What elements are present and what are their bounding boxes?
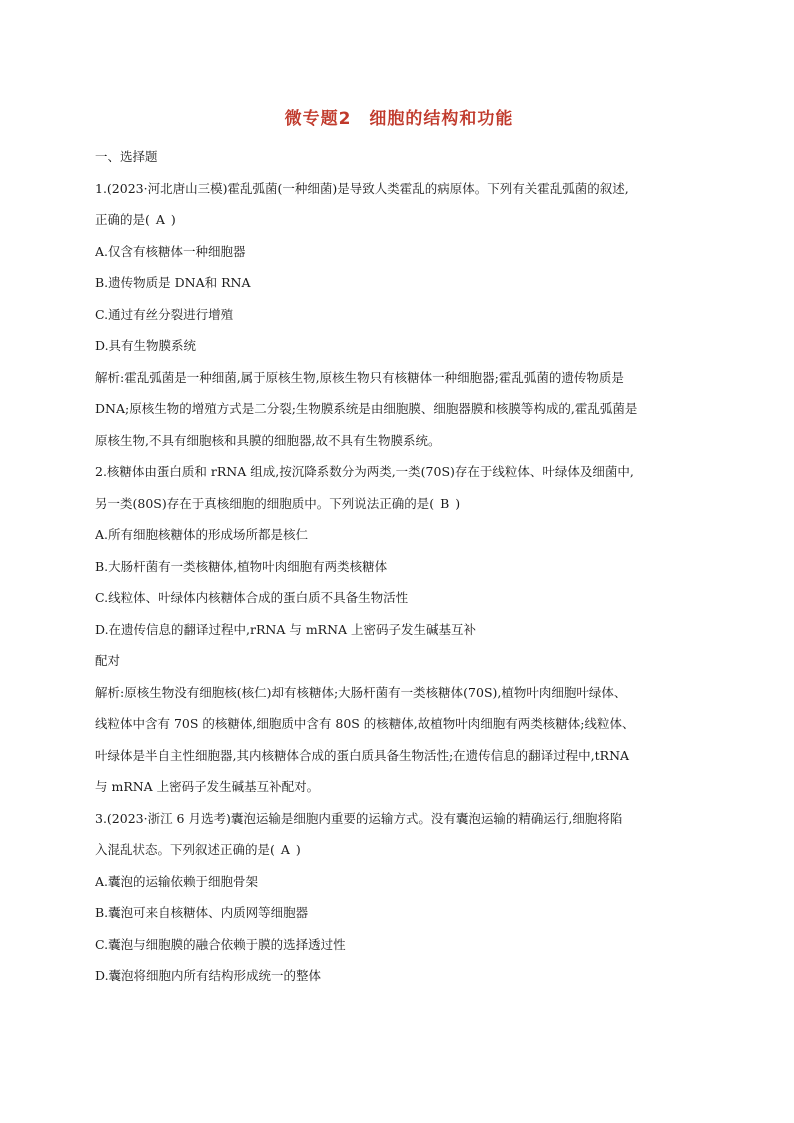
option-a: A.所有细胞核糖体的形成场所都是核仁 [95,527,309,542]
option-b: B.囊泡可来自核糖体、内质网等细胞器 [95,905,309,920]
analysis-line: 线粒体中含有 70S 的核糖体,细胞质中含有 80S 的核糖体,故植物叶肉细胞有两类核糖体;线粒体、 [95,716,635,731]
option-b: B.大肠杆菌有一类核糖体,植物叶肉细胞有两类核糖体 [95,558,388,574]
option-b: B.遗传物质是 DNA和 RNA [95,275,251,290]
option-d: D.具有生物膜系统 [95,338,197,353]
analysis-line: 叶绿体是半自主性细胞器,其内核糖体合成的蛋白质具备生物活性;在遗传信息的翻译过程中,tRNA [95,747,630,763]
analysis-line: DNA;原核生物的增殖方式是二分裂;生物膜系统是由细胞膜、细胞器膜和核膜等构成的,霍乱弧菌是 [95,401,638,416]
option-c: C.囊泡与细胞膜的融合依赖于膜的选择透过性 [95,936,346,952]
document-page [95,104,703,992]
question-stem: 2.核糖体由蛋白质和 rRNA 组成,按沉降系数分为两类,一类(70S)存在于线粒体、叶绿体及细菌中, [95,464,634,479]
question-stem-end: 正确的是( A ) [95,212,176,227]
question-stem-end: 入混乱状态。下列叙述正确的是( A ) [95,842,301,857]
question-stem-end: 另一类(80S)存在于真核细胞的细胞质中。下列说法正确的是( B ) [95,495,461,511]
option-d: D.囊泡将细胞内所有结构形成统一的整体 [95,968,322,983]
option-c: C.线粒体、叶绿体内核糖体合成的蛋白质不具备生物活性 [95,590,409,605]
question-3 [95,803,703,992]
question-stem: 3.(2023·浙江 6 月选考)囊泡运输是细胞内重要的运输方式。没有囊泡运输的精确运行,细胞将陷 [95,810,623,826]
question-stem: 1.(2023·河北唐山三模)霍乱弧菌(一种细菌)是导致人类霍乱的病原体。下列有关霍乱弧菌的叙述, [95,180,629,196]
answer-letter: A [155,212,165,227]
analysis-line: 解析:原核生物没有细胞核(核仁)却有核糖体;大肠杆菌有一类核糖体(70S),植物叶肉细胞叶绿体、 [95,684,627,700]
question-2 [95,456,703,803]
option-d: D.在遗传信息的翻译过程中,rRNA 与 mRNA 上密码子发生碱基互补 [95,621,477,637]
analysis-line: 原核生物,不具有细胞核和具膜的细胞器,故不具有生物膜系统。 [95,432,441,448]
answer-letter: A [280,842,290,857]
analysis-line: 与 mRNA 上密码子发生碱基互补配对。 [95,779,320,794]
question-1 [95,173,703,457]
section-heading: 一、选择题 [95,149,158,164]
option-d-continued: 配对 [95,653,121,668]
option-c: C.通过有丝分裂进行增殖 [95,306,234,322]
option-a: A.仅含有核糖体一种细胞器 [95,243,246,259]
answer-letter: B [440,495,450,511]
option-a: A.囊泡的运输依赖于细胞骨架 [95,873,259,889]
page-title: 微专题2 细胞的结构和功能 [284,109,514,129]
analysis-line: 解析:霍乱弧菌是一种细菌,属于原核生物,原核生物只有核糖体一种细胞器;霍乱弧菌的遗传物质是 [95,369,624,385]
